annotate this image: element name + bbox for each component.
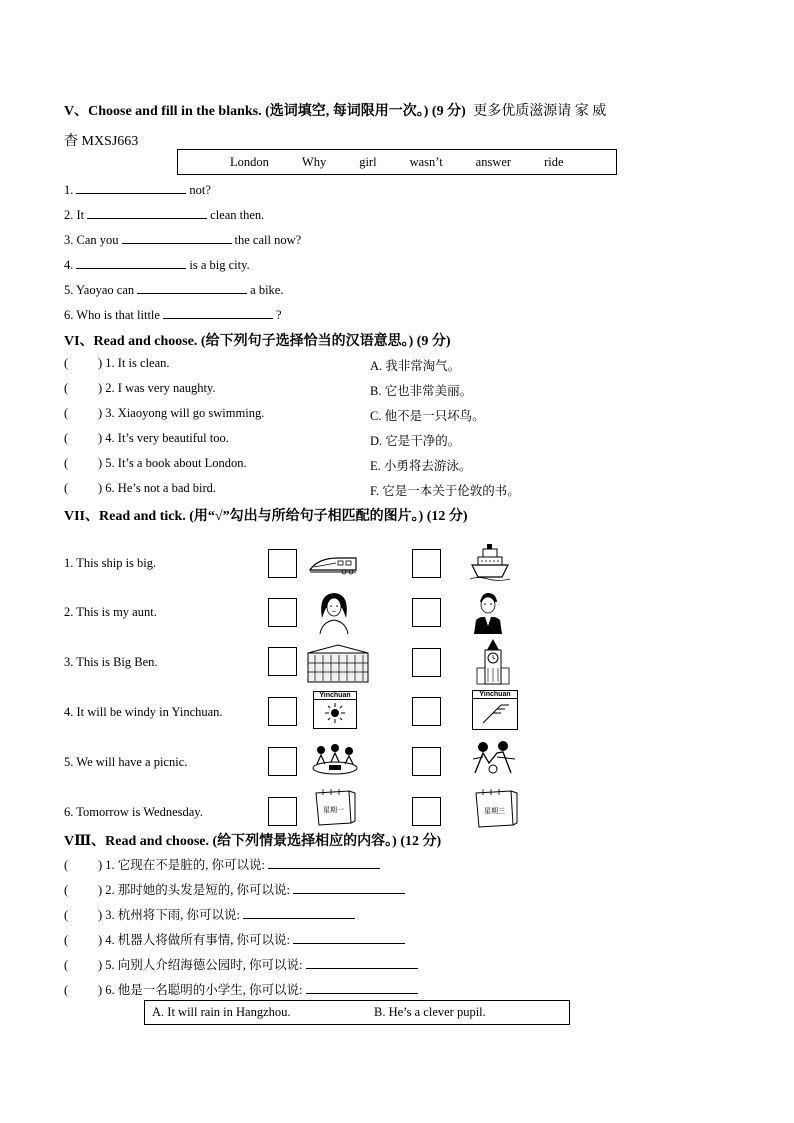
match-item: ( ) 2. I was very naughty. <box>64 381 216 395</box>
answer-blank[interactable] <box>87 206 207 219</box>
word-bank-item: ride <box>544 154 564 169</box>
fill-blank-item: 6. Who is that little ? <box>64 308 282 322</box>
situation-item: ( ) 4. 机器人将做所有事情, 你可以说: <box>64 930 408 948</box>
word-bank-item: Why <box>301 154 327 169</box>
calendar-monday <box>313 787 357 827</box>
tick-box[interactable] <box>268 747 297 776</box>
section-8-title: VⅢ、Read and choose. (给下列情景选择相应的内容。) (12 分) <box>64 834 442 849</box>
option-a: A. It will rain in Hangzhou. <box>152 1005 291 1019</box>
match-option: B. 它也非常美丽。 <box>370 384 473 398</box>
tick-box[interactable] <box>412 797 441 826</box>
tick-box[interactable] <box>412 648 441 677</box>
tick-sentence: 4. It will be windy in Yinchuan. <box>64 705 223 719</box>
answer-blank[interactable] <box>306 956 418 969</box>
sign-label: Yinchuan <box>314 692 356 700</box>
word-bank <box>177 149 617 175</box>
answer-blank[interactable] <box>293 881 405 894</box>
tick-sentence: 5. We will have a picnic. <box>64 755 188 769</box>
tick-box[interactable] <box>268 647 297 676</box>
answer-blank[interactable] <box>76 181 186 194</box>
match-option: D. 它是干净的。 <box>370 434 461 448</box>
situation-item: ( ) 2. 那时她的头发是短的, 你可以说: <box>64 880 408 898</box>
match-item: ( ) 6. He’s not a bad bird. <box>64 481 217 495</box>
tick-box[interactable] <box>412 697 441 726</box>
options-box <box>144 1000 570 1025</box>
match-item: ( ) 3. Xiaoyong will go swimming. <box>64 406 265 420</box>
train-icon <box>308 550 358 578</box>
answer-blank[interactable] <box>137 281 247 294</box>
tick-sentence: 3. This is Big Ben. <box>64 655 158 669</box>
calendar-wednesday <box>473 787 519 829</box>
option-b: B. He’s a clever pupil. <box>374 1005 486 1019</box>
woman-icon <box>314 590 354 636</box>
match-option: C. 他不是一只坏鸟。 <box>370 409 485 423</box>
man-icon <box>470 590 506 636</box>
sun-icon <box>314 700 356 726</box>
clock-tower-icon <box>473 638 513 686</box>
tick-sentence: 6. Tomorrow is Wednesday. <box>64 805 203 819</box>
answer-blank[interactable] <box>268 856 380 869</box>
answer-blank[interactable] <box>306 981 418 994</box>
situation-item: ( ) 6. 他是一名聪明的小学生, 你可以说: <box>64 980 421 998</box>
promo-text: 更多优质滋源请 家 威 <box>473 104 607 119</box>
situation-item: ( ) 1. 它现在不是脏的, 你可以说: <box>64 855 383 873</box>
match-option: F. 它是一本关于伦敦的书。 <box>370 484 520 498</box>
situation-item: ( ) 5. 向别人介绍海德公园时, 你可以说: <box>64 955 421 973</box>
answer-blank[interactable] <box>76 256 186 269</box>
tick-box[interactable] <box>412 598 441 627</box>
tick-sentence: 2. This is my aunt. <box>64 605 157 619</box>
tick-box[interactable] <box>412 747 441 776</box>
tick-box[interactable] <box>268 549 297 578</box>
tick-box[interactable] <box>412 549 441 578</box>
picnic-icon <box>311 740 359 776</box>
match-option: E. 小勇将去游泳。 <box>370 459 472 473</box>
tick-box[interactable] <box>268 598 297 627</box>
match-item: ( ) 4. It’s very beautiful too. <box>64 431 229 445</box>
answer-blank[interactable] <box>243 906 355 919</box>
fill-blank-item: 1. not? <box>64 183 211 197</box>
section-6-title: VI、Read and choose. (给下列句子选择恰当的汉语意思。) (9 分) <box>64 334 451 349</box>
word-bank-item: answer <box>475 154 512 169</box>
match-item: ( ) 5. It’s a book about London. <box>64 456 247 470</box>
promo-text-2: 杳 MXSJ663 <box>64 134 139 149</box>
word-bank-item: London <box>230 154 269 169</box>
fill-blank-item: 5. Yaoyao can a bike. <box>64 283 284 297</box>
weather-sign-windy <box>472 690 518 730</box>
calendar-label: 星期三 <box>484 807 505 815</box>
match-item: ( ) 1. It is clean. <box>64 356 170 370</box>
fill-blank-item: 2. It clean then. <box>64 208 265 222</box>
children-playing-icon <box>471 739 517 777</box>
word-bank-item: wasn’t <box>409 154 443 169</box>
tick-box[interactable] <box>268 697 297 726</box>
fill-blank-item: 4. is a big city. <box>64 258 250 272</box>
wind-icon <box>473 699 517 727</box>
answer-blank[interactable] <box>163 306 273 319</box>
answer-blank[interactable] <box>122 231 232 244</box>
calendar-label: 星期一 <box>323 806 344 814</box>
tick-sentence: 1. This ship is big. <box>64 556 157 570</box>
weather-sign-sunny <box>313 691 357 729</box>
situation-item: ( ) 3. 杭州将下雨, 你可以说: <box>64 905 358 923</box>
ship-icon <box>468 541 512 581</box>
match-option: A. 我非常淘气。 <box>370 359 461 373</box>
tick-box[interactable] <box>268 797 297 826</box>
section-5-title: V、Choose and fill in the blanks. (选词填空, 每词限用一次。) (9 分) 更多优质滋源请 家 威 <box>64 104 607 119</box>
answer-blank[interactable] <box>293 931 405 944</box>
section-7-title: VII、Read and tick. (用“√”勾出与所给句子相匹配的图片。) (12 分) <box>64 509 468 524</box>
sign-label: Yinchuan <box>473 691 517 699</box>
word-bank-item: girl <box>359 154 377 169</box>
fill-blank-item: 3. Can you the call now? <box>64 233 302 247</box>
building-icon <box>307 643 369 683</box>
